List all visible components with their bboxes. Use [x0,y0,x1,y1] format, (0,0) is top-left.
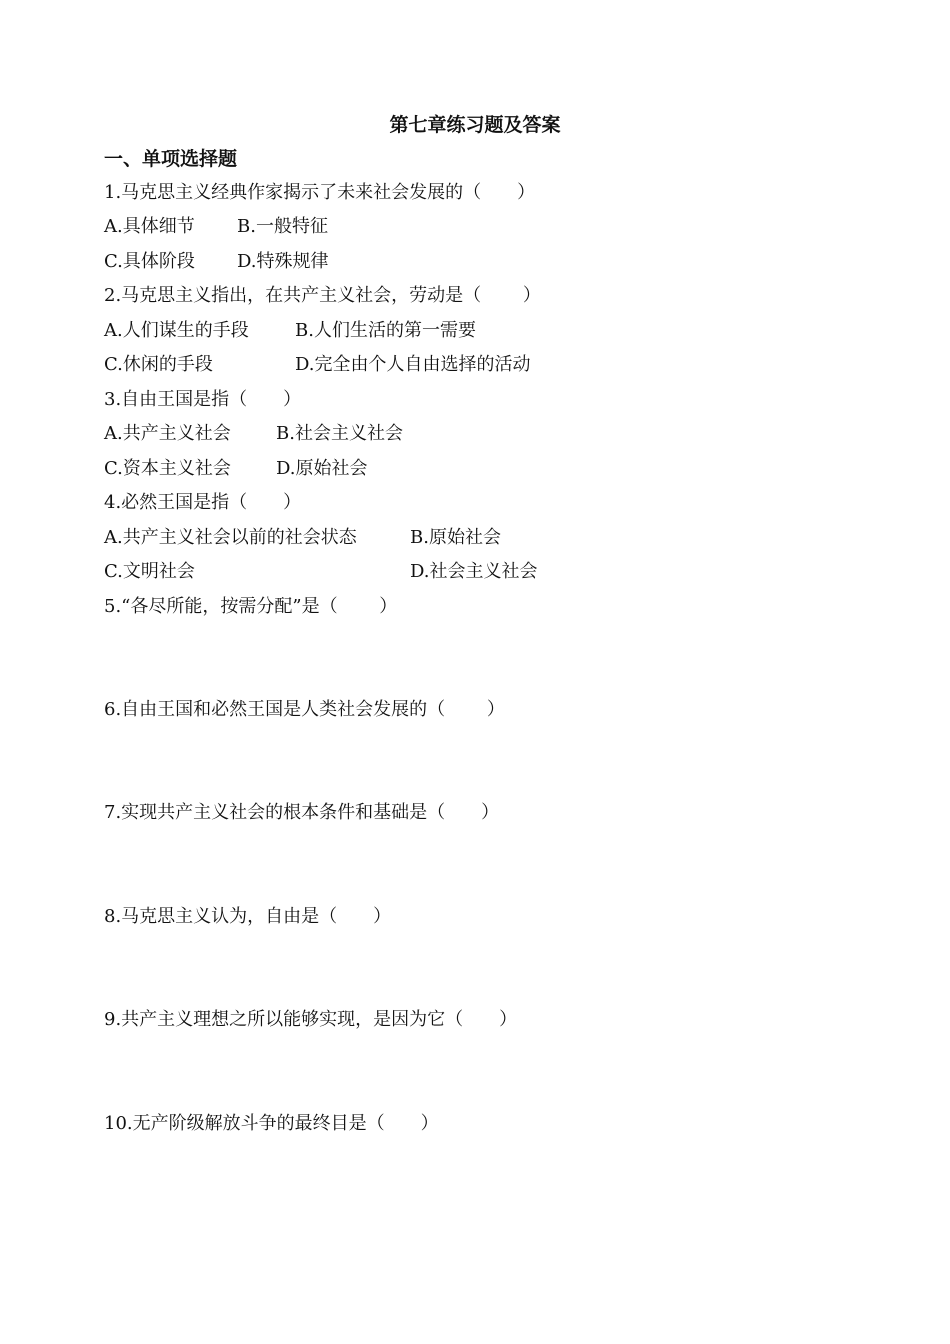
q4-option-c: C.文明社会 [104,561,195,582]
q1-option-a: A.具体细节 [104,216,195,237]
q4-option-b: B.原始社会 [410,527,501,548]
q4-option-a: A.共产主义社会以前的社会状态 [104,527,357,548]
q3-option-b: B.社会主义社会 [276,423,403,444]
q2-option-b: B.人们生活的第一需要 [295,320,476,341]
question-1: 1.马克思主义经典作家揭示了未来社会发展的（ ） [104,182,536,203]
q2-option-a: A.人们谋生的手段 [104,320,249,341]
q1-option-b: B.一般特征 [237,216,328,237]
question-10: 10.无产阶级解放斗争的最终目是（ ） [104,1113,439,1134]
section-heading: 一、单项选择题 [104,148,238,170]
question-9: 9.共产主义理想之所以能够实现，是因为它（ ） [104,1009,518,1030]
question-2: 2.马克思主义指出，在共产主义社会，劳动是（ ） [104,285,541,306]
question-5: 5.“各尽所能，按需分配”是（ ） [104,596,398,617]
q1-option-c: C.具体阶段 [104,251,195,272]
question-8: 8.马克思主义认为，自由是（ ） [104,906,392,927]
question-6: 6.自由王国和必然王国是人类社会发展的（ ） [104,699,505,720]
question-3: 3.自由王国是指（ ） [104,389,302,410]
q4-option-d: D.社会主义社会 [410,561,538,582]
question-7: 7.实现共产主义社会的根本条件和基础是（ ） [104,802,500,823]
q2-option-c: C.休闲的手段 [104,354,213,375]
q1-option-d: D.特殊规律 [237,251,329,272]
q3-option-d: D.原始社会 [276,458,368,479]
q3-option-c: C.资本主义社会 [104,458,231,479]
q2-option-d: D.完全由个人自由选择的活动 [295,354,531,375]
page-title: 第七章练习题及答案 [389,114,561,136]
q3-option-a: A.共产主义社会 [104,423,231,444]
question-4: 4.必然王国是指（ ） [104,492,302,513]
